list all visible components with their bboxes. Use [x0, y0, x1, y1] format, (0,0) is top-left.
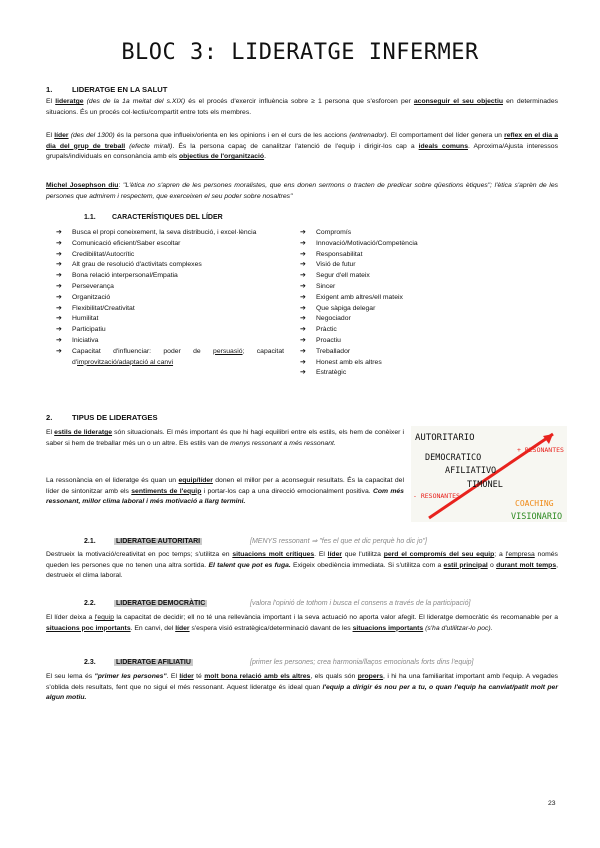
list-item	[300, 304, 540, 315]
list-item-text: ; capacitat d'	[72, 347, 284, 366]
arrow-icon: ➔	[56, 229, 62, 236]
word-autoritario: AUTORITARIO	[415, 433, 475, 443]
section-2-heading: 2. TIPUS DE LIDERATGES	[46, 413, 158, 422]
list-item-text: Estratègic	[316, 369, 347, 377]
word-afiliativo: AFILIATIVO	[445, 466, 497, 476]
list-item	[300, 358, 540, 369]
list-item	[300, 293, 540, 304]
paragraph-democratic: El líder deixa a l'equip la capacitat de decidir; ell no té una rellevància important i la seva actuació no aporta valor afegit. El lideratge democràtic és recomanable per a situacions poc importants. En canvi, del líder s'espera visió estratègica/determinació davant de les situacions importants (s'ha d'utilitzar-lo poc).	[46, 614, 558, 632]
list-item-text: Visió de futur	[316, 261, 356, 269]
list-item-text: Perseverança	[72, 282, 114, 290]
list-item-text: Compromís	[316, 229, 352, 236]
arrow-icon: ➔	[56, 261, 62, 269]
label-minus-resonantes: - RESONANTES	[413, 492, 460, 500]
list-item	[56, 314, 284, 325]
paragraph-autoritari: Destrueix la motivació/creativitat en poc temps; s'utilitza en situacions molt crítiques. El líder que l'utilitza perd el compromís del seu equip; a l'empresa només queden les persones que no tenen una altra sortida. El talent que pot es fuga. Exigeix obediència immediata. Si s'utilitza com a estil principal o durant molt temps, destrueix el clima laboral.	[46, 551, 558, 579]
section-1-heading	[46, 85, 167, 94]
arrow-icon: ➔	[300, 239, 306, 247]
list-item	[56, 228, 284, 239]
arrow-icon: ➔	[56, 272, 62, 280]
list-item	[300, 347, 540, 358]
section-number: 1.	[46, 85, 53, 94]
list-item-text: Pràctic	[316, 326, 337, 334]
list-item	[56, 271, 284, 282]
list-item	[300, 336, 540, 347]
list-item	[300, 368, 540, 379]
arrow-icon: ➔	[56, 293, 62, 301]
list-item	[56, 293, 284, 304]
list-item	[56, 304, 284, 315]
list-item-text: Negociador	[316, 315, 351, 323]
list-item	[300, 239, 540, 250]
paragraph-lideratge: El lideratge (des de la 1a meitat del s.XIX) és el procés d'exercir influència sobre ≥ 1 persona que s'esforcen per aconseguir el seu objectiu en determinades situacions. És un procés col·lectiu/compartit entre tots els membres.	[46, 98, 559, 116]
list-item	[300, 228, 540, 239]
list-item-text: Innovació/Motivació/Competència	[316, 239, 418, 247]
section-2-3-heading: 2.3. LIDERATGE AFILIATIU [primer les persones; crea harmonia/llaços emocionals forts dins l'equip]	[84, 659, 474, 666]
arrow-icon: ➔	[56, 304, 62, 312]
list-item	[300, 250, 540, 261]
list-item-text: Sincer	[316, 282, 336, 290]
arrow-icon: ➔	[300, 293, 306, 301]
list-item	[300, 314, 540, 325]
label-plus-resonantes: + RESONANTES	[517, 446, 564, 454]
section-2-1-heading: 2.1. LIDERATGE AUTORITARI [MENYS ressonant ⇒ "fes el que et dic perquè ho dic jo"]	[84, 538, 427, 545]
arrow-icon: ➔	[300, 358, 306, 366]
leadership-styles-image	[411, 426, 567, 522]
list-item-text: Iniciativa	[72, 336, 99, 344]
section-2-2-heading: 2.2. LIDERATGE DEMOCRÀTIC [valora l'opinió de tothom i busca el consens a través de la participació]	[84, 600, 471, 607]
characteristics-list-left	[56, 228, 284, 368]
arrow-icon: ➔	[300, 336, 306, 344]
list-item-text: Humilitat	[72, 315, 99, 323]
page-title: BLOC 3: LIDERATGE INFERMER	[121, 40, 479, 65]
list-item	[56, 347, 284, 369]
paragraph-estils: El estils de lideratge són situacionals. El més important és que hi hagi equilibri entre els estils, els hem de conèixer i saber si hem de treballar més un o un altre. Els estils van de menys ressonant a més ressonant.	[46, 429, 404, 447]
word-coaching: COACHING	[515, 499, 554, 508]
section-title: LIDERATGE EN LA SALUT	[72, 85, 168, 94]
list-item	[56, 325, 284, 336]
paragraph-afiliatiu: El seu lema és "primer les persones". El líder té molt bona relació amb els altres, els quals són propers, i hi ha una familiaritat important amb l'equip. A vegades s'oblida dels resultats, fent que no sigui el més ressonant. Aquest lideratge és ideal quan l'equip a dirigir és nou per a tu, o quan l'equip ha canviat/patit molt per algun motiu.	[46, 673, 559, 701]
list-item	[300, 325, 540, 336]
arrow-icon: ➔	[56, 239, 62, 247]
list-item	[300, 260, 540, 271]
word-democratico: DEMOCRATICO	[425, 453, 482, 463]
list-item-text: Responsabilitat	[316, 250, 363, 258]
arrow-icon: ➔	[300, 272, 306, 280]
paragraph-lider: El líder (des del 1300) és la persona que influeix/orienta en les opinions i en el curs de les accions (entrenador). El comportament del líder genera un reflex en el dia a dia del grup de treball (efecte mirall). És la persona capaç de canalitzar l'atenció de l'equip i dirigir-los cap a ideals comuns. Aproxima/Ajusta interessos grupals/individuals en consonància amb els objectius de l'organització.	[46, 132, 558, 160]
list-item	[56, 250, 284, 261]
list-item-text: Alt grau de resolució d'activitats complexes	[72, 261, 202, 269]
list-item-text: Busca el propi coneixement, la seva distribució, i excel·lència	[72, 229, 257, 236]
arrow-icon: ➔	[300, 229, 306, 236]
list-item-text: Organització	[72, 293, 111, 301]
arrow-icon: ➔	[56, 347, 62, 355]
paragraph-quote: Michel Josephson diu: "L'ètica no s'apren de les persones moralistes, que ens donen sermons o tracten de predicar sobre qüestions ètiques"; l'ètica s'aprèn de les persones que admirem i respectem, que exerceixen el seu poder sobre nosaltres"	[46, 182, 558, 200]
list-item	[56, 239, 284, 250]
arrow-icon: ➔	[56, 326, 62, 334]
list-item	[56, 336, 284, 347]
arrow-icon: ➔	[300, 282, 306, 290]
list-item-text: Que sàpiga delegar	[316, 304, 376, 312]
arrow-icon: ➔	[300, 250, 306, 258]
list-item-text: Flexibilitat/Creativitat	[72, 304, 135, 312]
list-item	[56, 260, 284, 271]
arrow-icon: ➔	[300, 261, 306, 269]
arrow-icon: ➔	[56, 315, 62, 323]
list-item-text: Bona relació interpersonal/Empatia	[72, 272, 178, 280]
arrow-icon: ➔	[300, 369, 306, 377]
word-timonel: TIMONEL	[467, 480, 503, 490]
list-item-text: improvització/adaptació al canvi	[77, 358, 174, 366]
section-1-1-heading: 1.1. CARACTERÍSTIQUES DEL LÍDER	[84, 214, 223, 221]
arrow-icon: ➔	[300, 347, 306, 355]
list-item-text: Participatiu	[72, 326, 106, 334]
arrow-icon: ➔	[300, 304, 306, 312]
list-item	[56, 282, 284, 293]
list-item-text: Segur d'ell mateix	[316, 272, 370, 280]
list-item	[300, 271, 540, 282]
list-item-text: Capacitat d'influenciar: poder de	[72, 347, 214, 355]
word-visionario: VISIONARIO	[511, 512, 563, 522]
arrow-icon: ➔	[300, 326, 306, 334]
arrow-icon: ➔	[56, 282, 62, 290]
list-item-text: Treballador	[316, 347, 351, 355]
list-item-text: Proactiu	[316, 336, 341, 344]
list-item-text: persuasió	[213, 347, 243, 355]
list-item-text: Credibilitat/Autocrític	[72, 250, 135, 258]
arrow-icon: ➔	[56, 250, 62, 258]
arrow-icon: ➔	[56, 336, 62, 344]
paragraph-ressonancia: La ressonància en el lideratge és quan un equip/líder donen el millor per a aconseguir resultats. És la capacitat del líder de sintonitzar amb els sentiments de l'equip i portar-los cap a una direcció emocionalment positiva. Com més ressonant, millor clima laboral i més motivació a llarg termini.	[46, 477, 404, 505]
list-item-text: Honest amb els altres	[316, 358, 382, 366]
list-item	[300, 282, 540, 293]
arrow-icon: ➔	[300, 315, 306, 323]
list-item-text: Exigent amb altres/ell mateix	[316, 293, 403, 301]
list-item-text: Comunicació eficient/Saber escoltar	[72, 239, 181, 247]
page-number: 23	[548, 800, 556, 807]
characteristics-list-right	[300, 228, 540, 379]
